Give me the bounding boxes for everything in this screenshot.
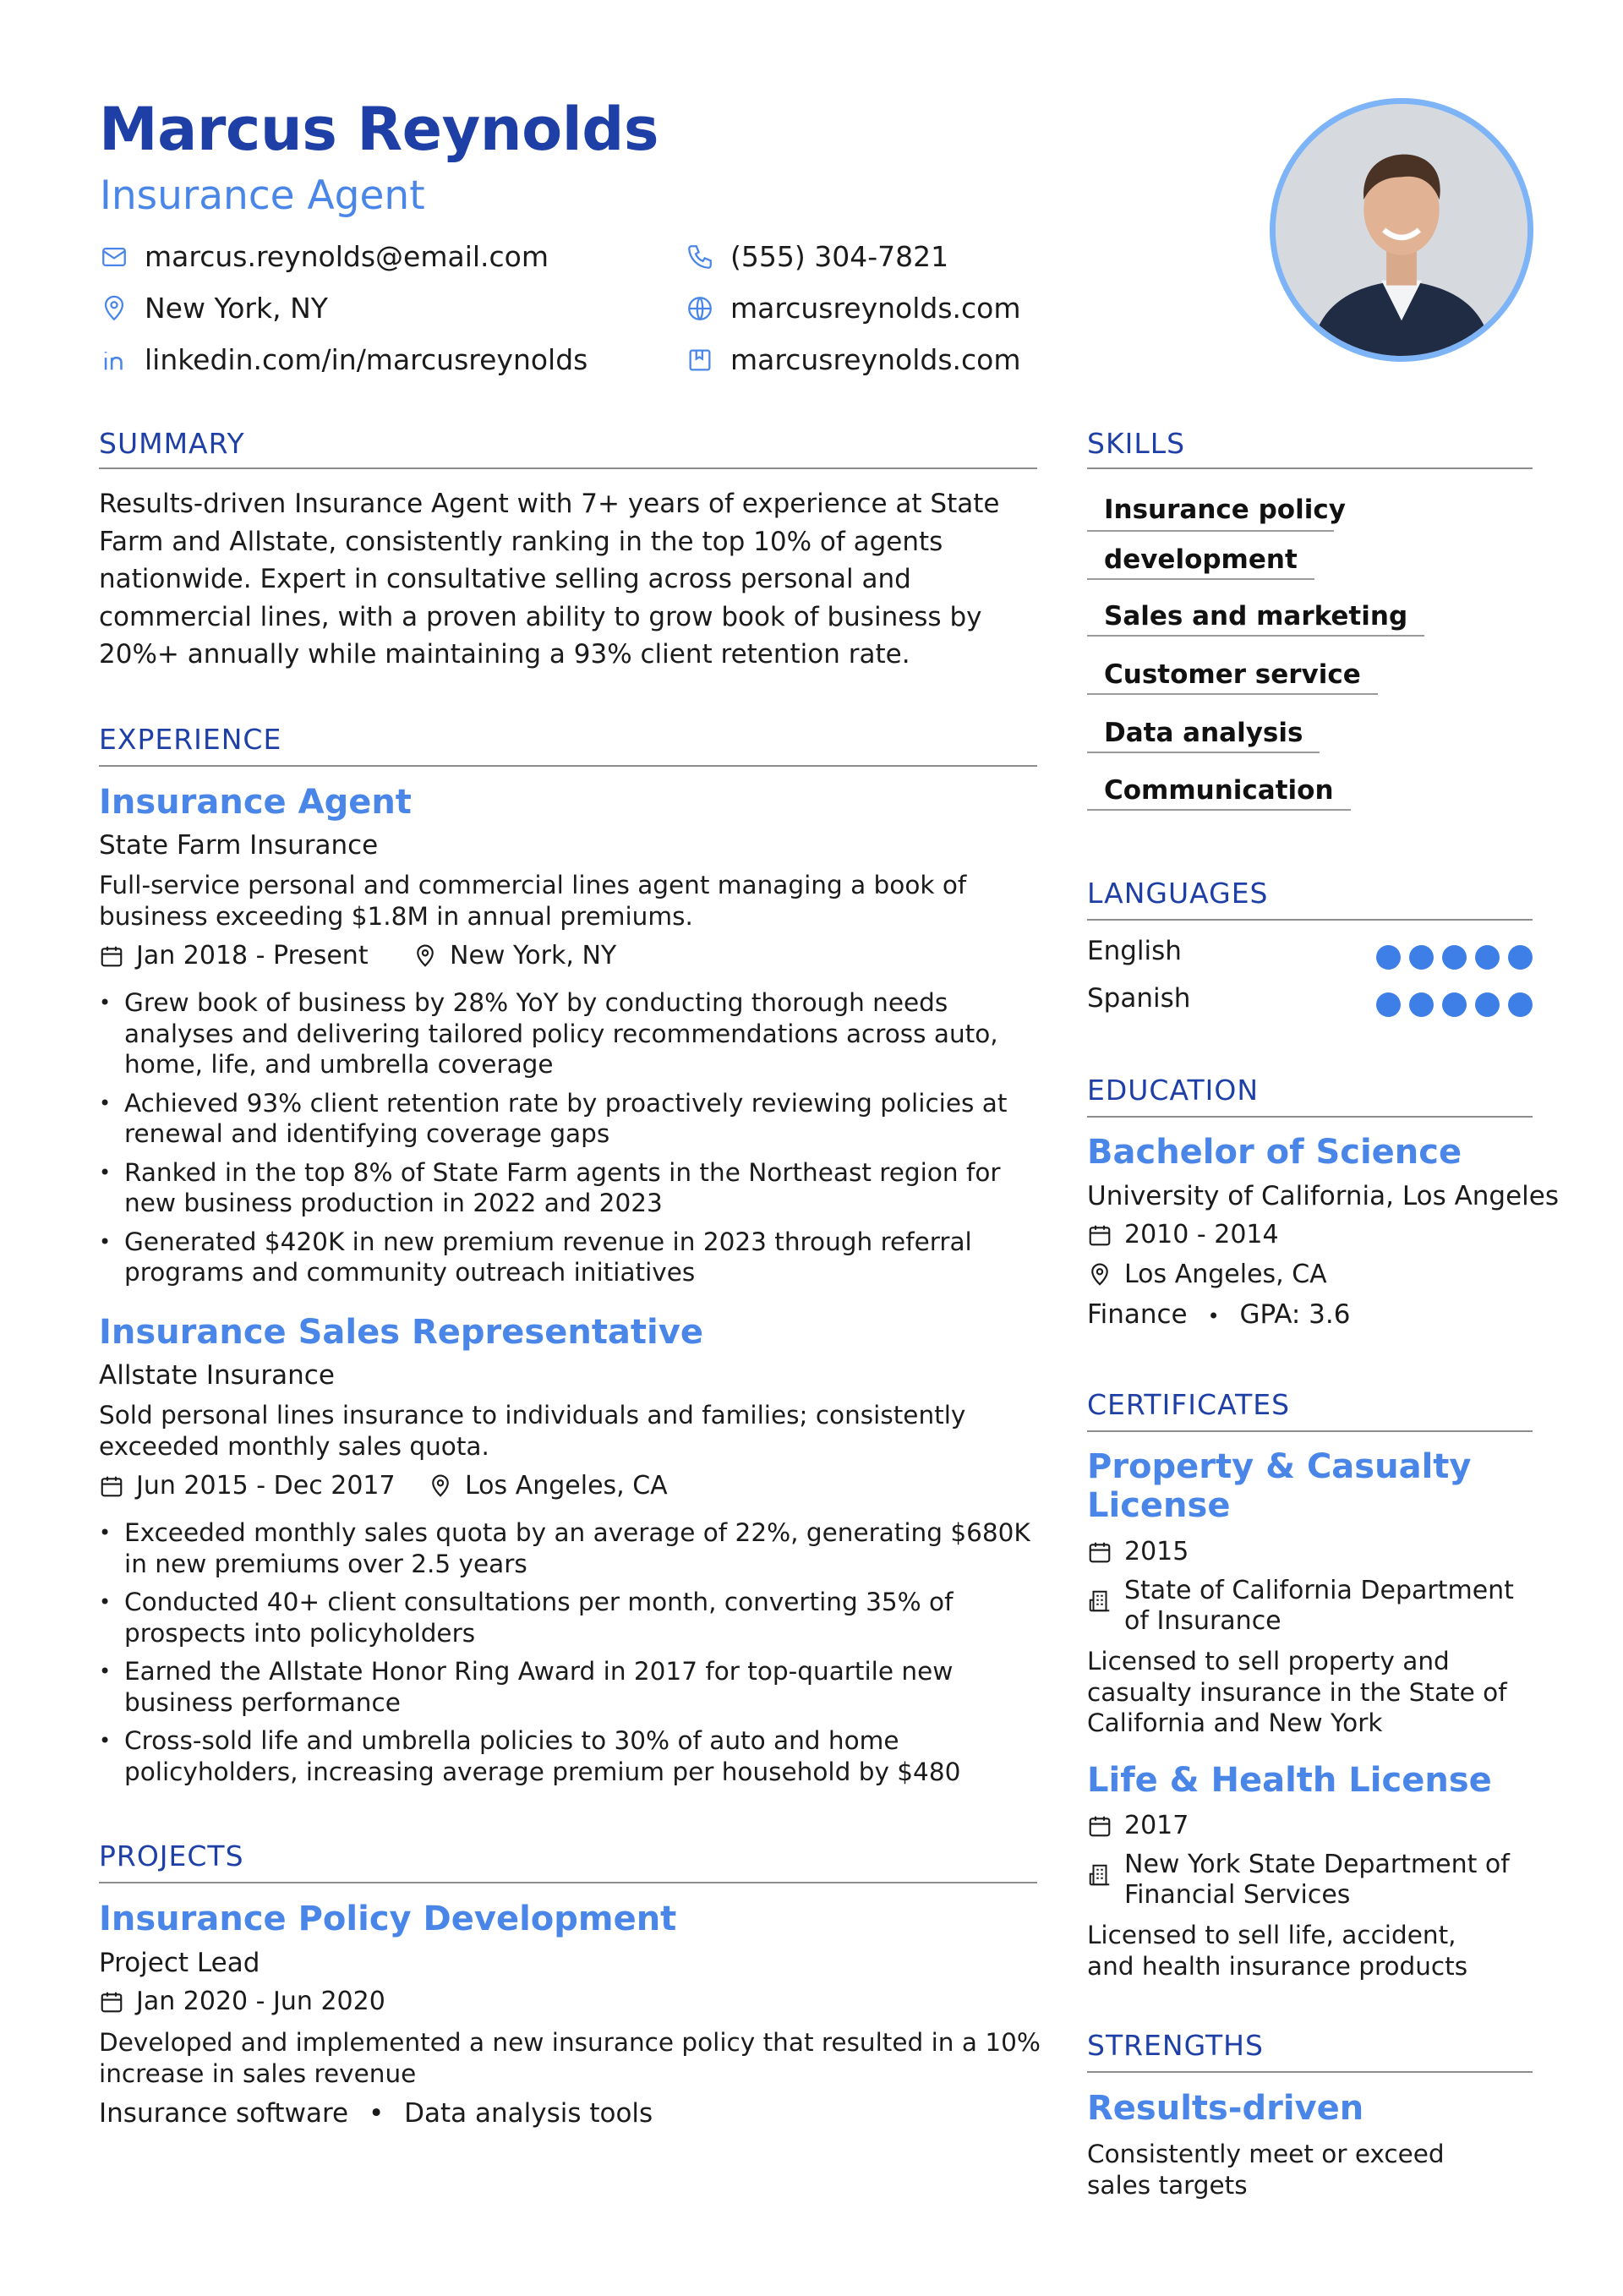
level-dot [1442, 945, 1467, 970]
school-name: University of California, Los Angeles [1087, 1181, 1560, 1211]
contact-website[interactable] [685, 292, 1021, 325]
experience-divider [99, 765, 1037, 767]
certificate-issuer [1087, 1850, 1522, 1911]
job-location-text: New York, NY [450, 941, 617, 970]
education-heading: EDUCATION [1087, 1074, 1260, 1107]
education-details [1087, 1299, 1350, 1330]
project-tool: Data analysis tools [404, 2098, 653, 2129]
list-item: • Grew book of business by 28% YoY by conducting thorough needs analyses and delivering tailored policy recommendations across auto, home, life, and umbrella coverage [99, 987, 1046, 1080]
list-item: • Ranked in the top 8% of State Farm agents in the Northeast region for new business production in 2022 and 2023 [99, 1157, 1046, 1219]
profile-photo [1270, 98, 1533, 362]
certificate-year-text: 2015 [1124, 1537, 1189, 1566]
phone-text: (555) 304-7821 [730, 240, 949, 273]
job-dates [99, 1471, 396, 1501]
skill-tag: Communication [1087, 775, 1351, 811]
calendar-icon [1087, 1222, 1114, 1249]
skill-tag: development [1087, 544, 1314, 580]
mail-icon [99, 242, 129, 272]
certificate-issuer-text: State of California Department of Insurance [1124, 1576, 1514, 1636]
job-description: Sold personal lines insurance to individuals and families; consistently exceeded monthly sales quota. [99, 1401, 966, 1461]
project-dates-text: Jan 2020 - Jun 2020 [136, 1987, 385, 2016]
job-location [428, 1471, 668, 1501]
building-icon [1087, 1588, 1114, 1615]
skill-tag: Sales and marketing [1087, 601, 1424, 637]
job-dates [99, 941, 369, 970]
level-dot [1442, 992, 1467, 1017]
education-location [1087, 1260, 1327, 1289]
language-name: English [1087, 936, 1182, 966]
job-dates-text: Jan 2018 - Present [136, 941, 369, 970]
skill-tag: Data analysis [1087, 718, 1320, 753]
contact-linkedin[interactable] [99, 343, 587, 376]
calendar-icon [1087, 1539, 1114, 1566]
email-text: marcus.reynolds@email.com [145, 240, 549, 273]
calendar-icon [99, 1473, 126, 1500]
level-dot [1475, 992, 1500, 1017]
certificates-heading: CERTIFICATES [1087, 1388, 1291, 1421]
location-pin-icon [428, 1473, 455, 1500]
candidate-role: Insurance Agent [100, 172, 425, 219]
contact-location [99, 292, 328, 325]
job-location [413, 941, 616, 970]
portfolio-text: marcusreynolds.com [730, 343, 1021, 376]
location-pin-icon [413, 943, 440, 970]
job-company: State Farm Insurance [99, 830, 379, 861]
job-company: Allstate Insurance [99, 1360, 335, 1391]
location-pin-icon [1087, 1261, 1114, 1288]
job-location-text: Los Angeles, CA [465, 1471, 668, 1501]
certificate-description: Licensed to sell property and casualty insurance in the State of California and New York [1087, 1647, 1507, 1737]
skill-tag: Insurance policy [1104, 495, 1346, 525]
calendar-icon [99, 1988, 126, 2015]
projects-divider [99, 1882, 1037, 1883]
list-item: • Conducted 40+ client consultations per month, converting 35% of prospects into policyholders [99, 1587, 1046, 1648]
tool-separator: • [368, 2098, 385, 2129]
languages-heading: LANGUAGES [1087, 877, 1269, 910]
location-pin-icon [99, 293, 129, 324]
contact-portfolio[interactable] [685, 343, 1021, 376]
certificate-year-text: 2017 [1124, 1811, 1189, 1840]
certificate-title: Property & Casualty License [1087, 1447, 1472, 1525]
skills-divider [1087, 467, 1533, 469]
education-location-text: Los Angeles, CA [1124, 1260, 1327, 1289]
degree-title: Bachelor of Science [1087, 1133, 1462, 1172]
certificate-year [1087, 1537, 1189, 1566]
language-level-dots [1376, 992, 1533, 1017]
summary-heading: SUMMARY [99, 427, 245, 460]
project-role: Project Lead [99, 1948, 260, 1978]
project-title: Insurance Policy Development [99, 1900, 677, 1938]
education-gpa: GPA: 3.6 [1239, 1299, 1351, 1330]
level-dot [1508, 945, 1533, 970]
projects-heading: PROJECTS [99, 1840, 244, 1872]
project-dates [99, 1987, 385, 2016]
list-item: • Exceeded monthly sales quota by an average of 22%, generating $680K in new premiums over 2.5 years [99, 1517, 1046, 1579]
skill-tag: Customer service [1087, 659, 1378, 695]
linkedin-icon [99, 345, 129, 375]
skills-heading: SKILLS [1087, 427, 1186, 460]
skill-underline [1087, 530, 1334, 532]
job-bullets [99, 1517, 1046, 1795]
certificate-year [1087, 1811, 1189, 1840]
strength-description: Consistently meet or exceed sales targets [1087, 2140, 1445, 2200]
certificate-description: Licensed to sell life, accident, and health insurance products [1087, 1921, 1468, 1981]
contact-phone[interactable] [685, 240, 948, 273]
list-item: • Cross-sold life and umbrella policies to 30% of auto and home policyholders, increasing average premium per household by $480 [99, 1725, 1046, 1787]
bookmark-icon [685, 345, 715, 375]
level-dot [1508, 992, 1533, 1017]
education-separator: • [1207, 1304, 1220, 1328]
level-dot [1475, 945, 1500, 970]
certificate-title: Life & Health License [1087, 1761, 1492, 1800]
level-dot [1376, 945, 1401, 970]
website-text: marcusreynolds.com [730, 292, 1021, 325]
building-icon [1087, 1861, 1114, 1889]
language-name: Spanish [1087, 983, 1191, 1014]
candidate-name: Marcus Reynolds [99, 95, 658, 164]
project-tool: Insurance software [99, 2098, 349, 2129]
level-dot [1376, 992, 1401, 1017]
calendar-icon [99, 943, 126, 970]
project-description: Developed and implemented a new insurance policy that resulted in a 10% increase in sales revenue [99, 2028, 1041, 2088]
certificate-issuer-text: New York State Department of Financial Services [1124, 1850, 1510, 1910]
experience-heading: EXPERIENCE [99, 723, 282, 756]
globe-icon [685, 293, 715, 324]
strengths-heading: STRENGTHS [1087, 2029, 1264, 2062]
education-dates-text: 2010 - 2014 [1124, 1220, 1279, 1249]
language-level-dots [1376, 945, 1533, 970]
level-dot [1409, 945, 1434, 970]
calendar-icon [1087, 1812, 1114, 1840]
certificate-issuer [1087, 1576, 1522, 1637]
project-tools [99, 2098, 653, 2129]
certificates-divider [1087, 1430, 1533, 1432]
list-item: • Generated $420K in new premium revenue in 2023 through referral programs and community outreach initiatives [99, 1227, 1046, 1288]
job-title: Insurance Agent [99, 783, 412, 822]
linkedin-text: linkedin.com/in/marcusreynolds [145, 343, 588, 376]
strength-title: Results-driven [1087, 2089, 1364, 2128]
education-major: Finance [1087, 1299, 1188, 1330]
person-avatar-icon [1276, 104, 1527, 356]
job-title: Insurance Sales Representative [99, 1313, 703, 1352]
contact-email[interactable] [99, 240, 549, 273]
list-item: • Achieved 93% client retention rate by proactively reviewing policies at renewal and identifying coverage gaps [99, 1088, 1046, 1150]
education-dates [1087, 1220, 1279, 1249]
languages-divider [1087, 919, 1533, 921]
summary-divider [99, 467, 1037, 469]
job-bullets [99, 987, 1046, 1296]
education-divider [1087, 1116, 1533, 1118]
strengths-divider [1087, 2071, 1533, 2073]
phone-icon [685, 242, 715, 272]
job-description: Full-service personal and commercial lines agent managing a book of business exceeding $1.8M in annual premiums. [99, 871, 967, 931]
job-dates-text: Jun 2015 - Dec 2017 [136, 1471, 396, 1501]
location-text: New York, NY [145, 292, 328, 325]
level-dot [1409, 992, 1434, 1017]
list-item: • Earned the Allstate Honor Ring Award in 2017 for top-quartile new business performance [99, 1656, 1046, 1718]
summary-text: Results-driven Insurance Agent with 7+ years of experience at State Farm and Allstate, consistently ranking in the top 10% of agents nationwide. Expert in consultative selling across personal and commercial lines, with a proven ability to grow book of business by 20%+ annually while maintaining a 93% client retention rate. [99, 489, 1000, 670]
